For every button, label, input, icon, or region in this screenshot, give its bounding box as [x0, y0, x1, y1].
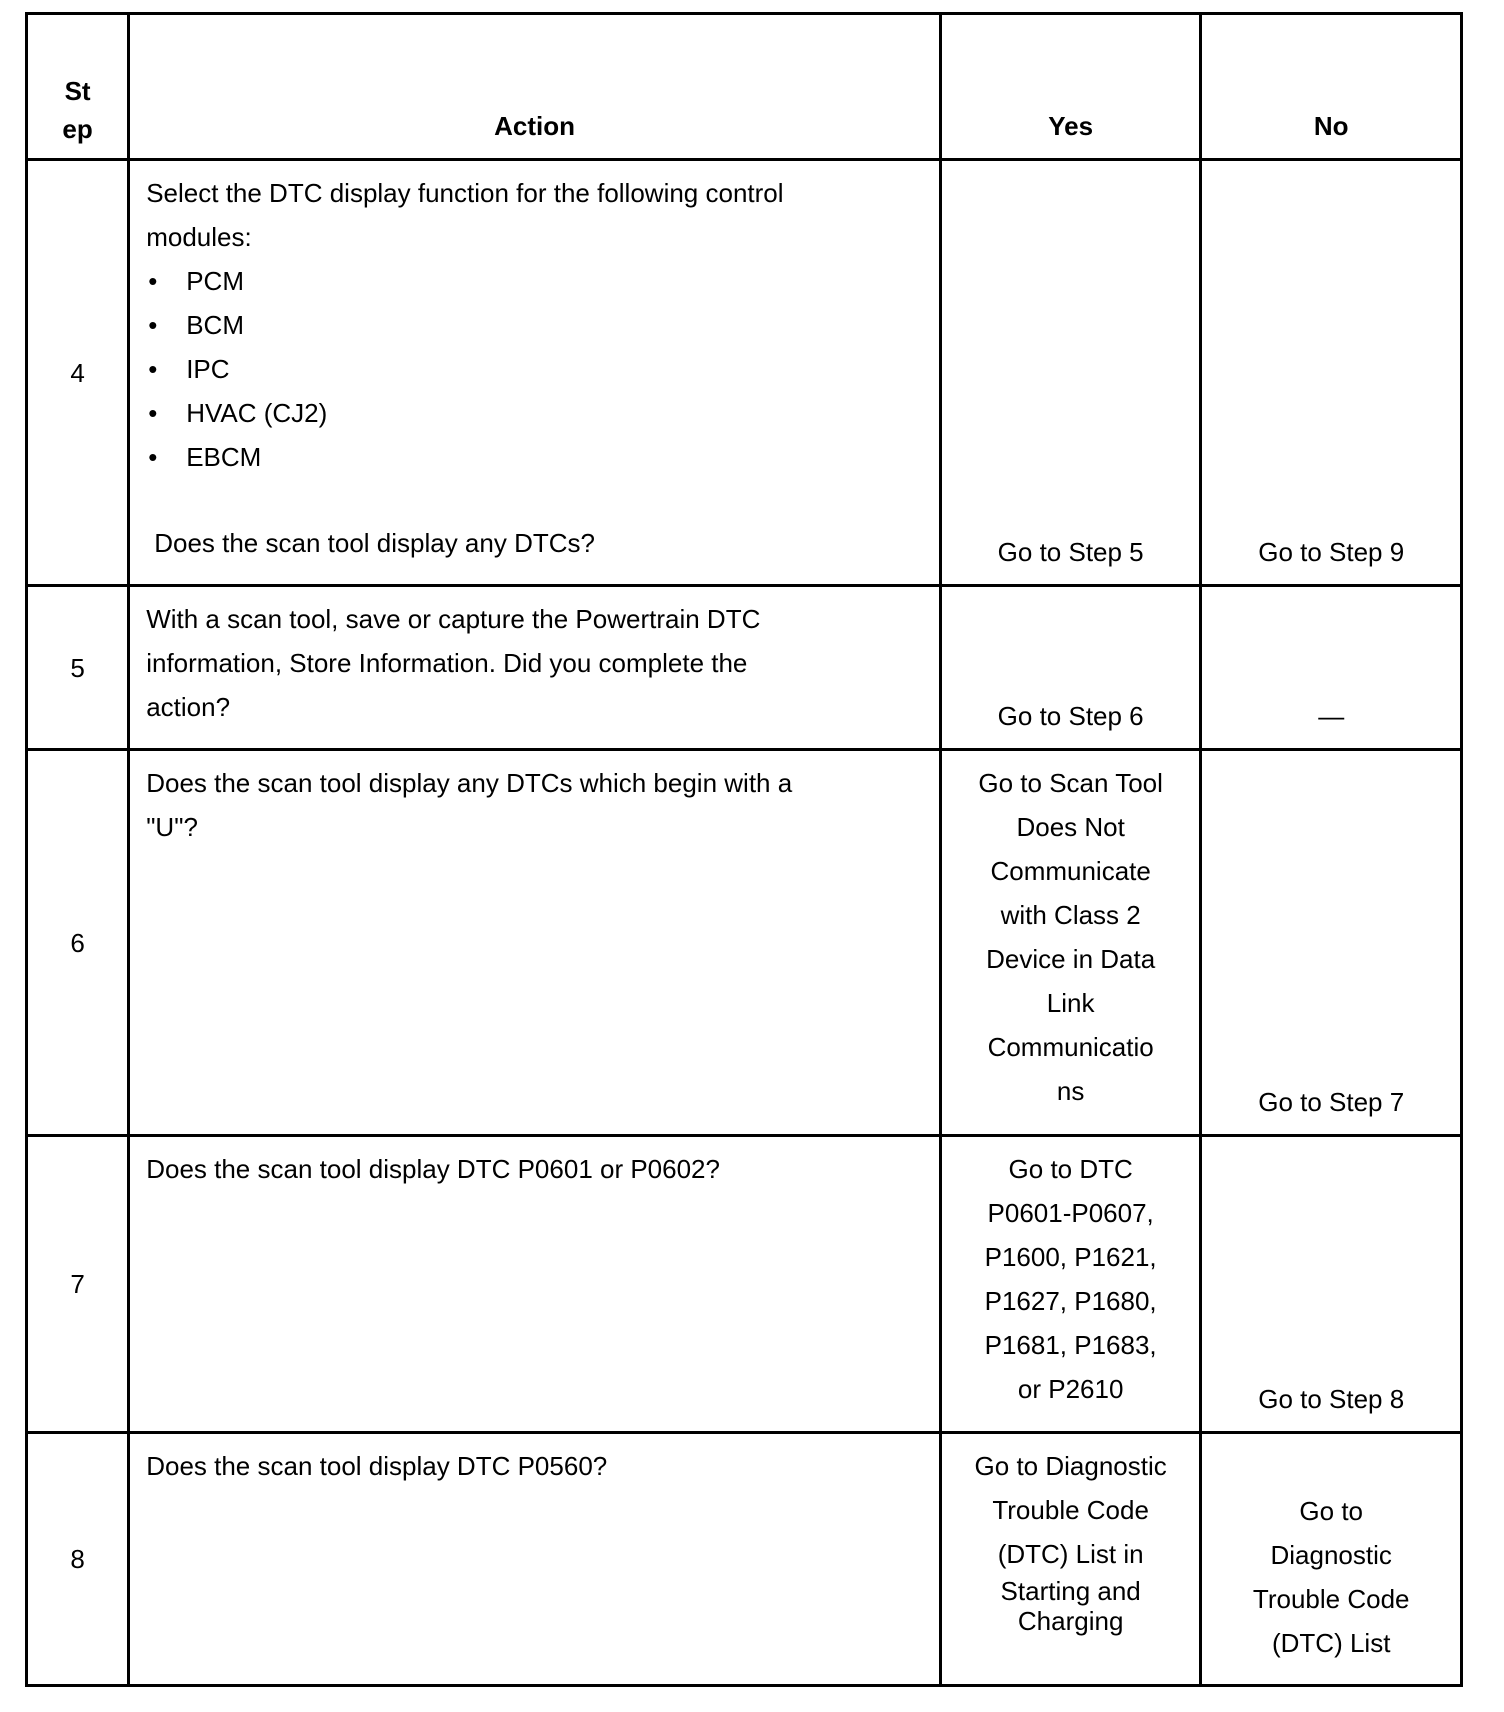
table-row-step-6	[27, 750, 1462, 1136]
action-text: action?	[146, 692, 231, 722]
yes-cell	[940, 750, 1201, 1136]
module-list	[146, 259, 923, 479]
header-step-line2: ep	[62, 114, 93, 144]
yes-text: (DTC) List in	[997, 1539, 1144, 1569]
step-number: 8	[27, 1433, 129, 1686]
module-name: EBCM	[186, 442, 262, 472]
yes-cell: Go to Step 6	[940, 586, 1201, 750]
yes-text: Starting and	[1000, 1576, 1141, 1606]
action-question: Does the scan tool display any DTCs?	[154, 528, 595, 558]
action-text: With a scan tool, save or capture the Powertrain DTC	[146, 604, 761, 634]
action-cell	[129, 160, 941, 586]
yes-text: Device in Data	[986, 944, 1156, 974]
yes-text: Communicatio	[987, 1032, 1154, 1062]
module-name: HVAC (CJ2)	[186, 398, 328, 428]
action-text: information, Store Information. Did you complete the	[146, 648, 748, 678]
step-number: 6	[27, 750, 129, 1136]
header-step	[27, 14, 129, 160]
table-row-step-5	[27, 586, 1462, 750]
module-name: PCM	[186, 266, 244, 296]
yes-text: P1681, P1683,	[984, 1330, 1157, 1360]
module-name: IPC	[186, 354, 230, 384]
list-item	[146, 303, 923, 347]
table-row-step-8	[27, 1433, 1462, 1686]
step-number: 4	[27, 160, 129, 586]
action-cell	[129, 1136, 941, 1433]
no-text: Go to	[1299, 1496, 1363, 1526]
header-step-line1: St	[64, 76, 91, 106]
yes-cell	[940, 1433, 1201, 1686]
yes-cell	[940, 1136, 1201, 1433]
header-yes: Yes	[940, 14, 1201, 160]
yes-cell: Go to Step 5	[940, 160, 1201, 586]
action-cell	[129, 586, 941, 750]
action-text: "U"?	[146, 812, 198, 842]
header-no: No	[1201, 14, 1462, 160]
yes-text: Trouble Code	[992, 1495, 1149, 1525]
action-text: modules:	[146, 222, 252, 252]
action-text: Does the scan tool display DTC P0601 or P0602?	[146, 1154, 720, 1184]
bullet-icon: •	[148, 310, 158, 340]
yes-text: Link	[1046, 988, 1095, 1018]
no-cell: Go to Step 9	[1201, 160, 1462, 586]
bullet-icon: •	[148, 266, 158, 296]
yes-text: Go to DTC	[1008, 1154, 1133, 1184]
header-action: Action	[129, 14, 941, 160]
yes-text: Charging	[1017, 1606, 1124, 1636]
no-text: (DTC) List	[1271, 1628, 1391, 1658]
no-cell: Go to Step 8	[1201, 1136, 1462, 1433]
table-header-row	[27, 14, 1462, 160]
no-text: Diagnostic	[1270, 1540, 1392, 1570]
yes-text: or P2610	[1017, 1374, 1124, 1404]
yes-text: ns	[1056, 1076, 1085, 1106]
list-item	[146, 391, 923, 435]
table-row-step-4	[27, 160, 1462, 586]
list-item	[146, 435, 923, 479]
no-cell: —	[1201, 586, 1462, 750]
step-number: 7	[27, 1136, 129, 1433]
no-cell: Go to Step 7	[1201, 750, 1462, 1136]
action-cell	[129, 1433, 941, 1686]
action-text: Select the DTC display function for the following control	[146, 178, 784, 208]
yes-text: P0601-P0607,	[987, 1198, 1154, 1228]
bullet-icon: •	[148, 442, 158, 472]
diagnostic-table	[25, 12, 1463, 1687]
module-name: BCM	[186, 310, 244, 340]
table-row-step-7	[27, 1136, 1462, 1433]
action-text: Does the scan tool display DTC P0560?	[146, 1451, 608, 1481]
yes-text: Go to Diagnostic	[974, 1451, 1167, 1481]
action-cell	[129, 750, 941, 1136]
no-text: Trouble Code	[1252, 1584, 1410, 1614]
yes-text: P1600, P1621,	[984, 1242, 1157, 1272]
list-item	[146, 347, 923, 391]
yes-text: Go to Scan Tool	[978, 768, 1163, 798]
step-number: 5	[27, 586, 129, 750]
yes-text: Communicate	[990, 856, 1151, 886]
no-cell	[1201, 1433, 1462, 1686]
bullet-icon: •	[148, 354, 158, 384]
list-item	[146, 259, 923, 303]
action-text: Does the scan tool display any DTCs which begin with a	[146, 768, 793, 798]
yes-text: Does Not	[1016, 812, 1125, 842]
yes-text: P1627, P1680,	[984, 1286, 1157, 1316]
bullet-icon: •	[148, 398, 158, 428]
yes-text: with Class 2	[1000, 900, 1141, 930]
